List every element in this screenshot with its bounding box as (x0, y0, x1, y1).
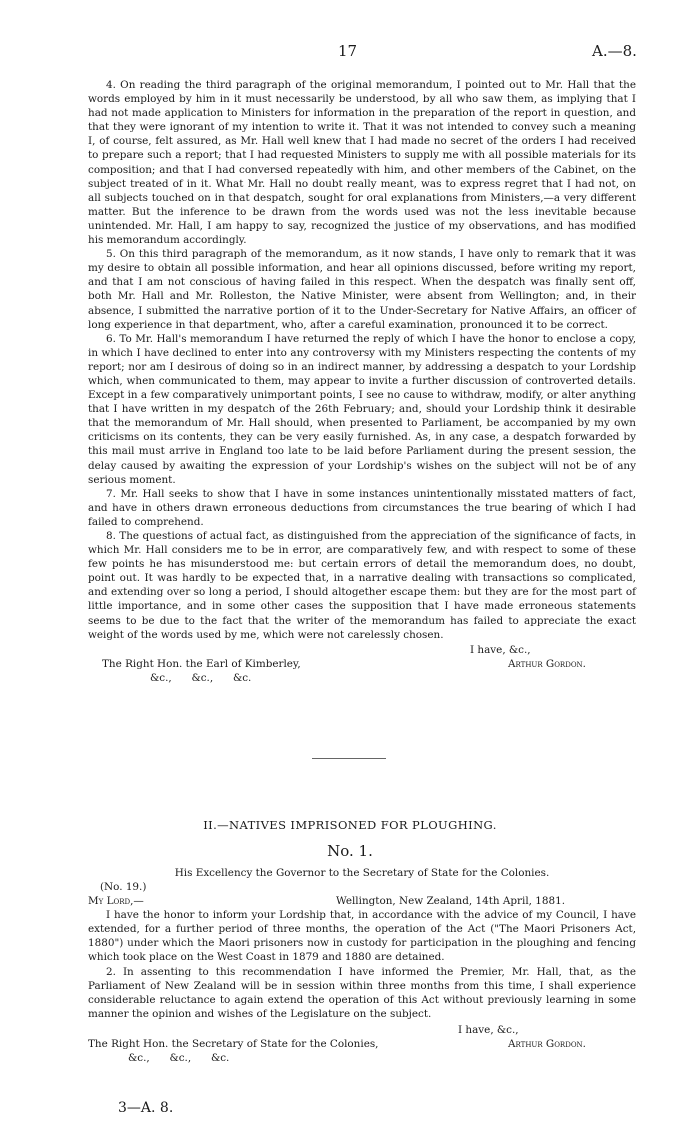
section-2-signature-block (88, 1021, 636, 1067)
signature: Arthur Gordon. (508, 657, 586, 670)
despatch-number: (No. 19.) (100, 881, 147, 894)
paragraph-6: 6. To Mr. Hall's memorandum I have returned the reply of which I have the honor to enclose a copy, in which I have declined to enter into any controversy with my Ministers respecting the contents of my report; nor am I desirous of doing so in an indirect manner, by addressing a despatch to your Lordship which, when communicated to them, may appear to invite a further discussion of controverted details. Except in a few comparatively unimportant points, I see no cause to withdraw, modify, or alter anything that I have written in my despatch of the 26th February; and, should your Lordship think it desirable that the memorandum of Mr. Hall should, when presented to Parliament, be accompanied by my own criticisms on its contents, they can be very easily furnished. As, in any case, a despatch forwarded by this mail must arrive in England too late to be laid before Parliament during the present session, the delay caused by awaiting the expression of your Lordship's wishes on the subject will not be of any serious moment. (88, 332, 636, 486)
section-2-body (88, 866, 636, 1067)
etc-line: &c., &c., &c. (150, 671, 252, 684)
signature-mark: 3—A. 8. (118, 1100, 174, 1116)
addressee: The Right Hon. the Earl of Kimberley, (102, 657, 301, 670)
place-date: Wellington, New Zealand, 14th April, 1881. (336, 895, 566, 908)
section-2-paragraph-1: I have the honor to inform your Lordship that, in accordance with the advice of my Council, I have extended, for a further period of three months, the operation of the Act ("The Maori Prisoners Act, 1880") under which the Maori prisoners now in custody for participation in the ploughing and fencing which took place on the West Coast in 1879 and 1880 are detained. (88, 909, 636, 964)
paragraph-7: 7. Mr. Hall seeks to show that I have in some instances unintentionally misstated matters of fact, and have in others drawn erroneous deductions from circumstances the true bearing of which I had failed to comprehend. (88, 487, 636, 528)
despatch-body (88, 78, 636, 698)
paragraph-8: 8. The questions of actual fact, as distinguished from the appreciation of the significance of facts, in which Mr. Hall considers me to be in error, are comparatively few, and with respect to some of these few points he has misunderstood me: but certain errors of detail the memorandum does, no doubt, point out. It was hardly to be expected that, in a narrative dealing with transactions so complicated, and extending over so long a period, I should altogether escape them: but they are for the most part of little importance, and in some other cases the supposition that I have made erroneous statements seems to be due to the fact that the writer of the memorandum has failed to appreciate the exact weight of the words used by me, which were not carelessly chosen. (88, 530, 636, 641)
number-heading: No. 1. (327, 842, 373, 860)
section-title: II.—NATIVES IMPRISONED FOR PLOUGHING. (203, 818, 497, 832)
section-2-etc-line: &c., &c., &c. (128, 1051, 230, 1064)
salutation: My Lord,— (88, 895, 144, 908)
closing: I have, &c., (470, 643, 531, 656)
from-to-line: His Excellency the Governor to the Secretary of State for the Colonies. (174, 867, 550, 879)
section-2-paragraph-2: 2. In assenting to this recommendation I have informed the Premier, Mr. Hall, that, as the Parliament of New Zealand will be in session within three months from this time, I shall experience considerable reluctance to again extend the operation of this Act without previously learning in some manner the opinion and wishes of the Legislature on the subject. (88, 965, 636, 1020)
paragraph-5: 5. On this third paragraph of the memorandum, as it now stands, I have only to remark that it was my desire to obtain all possible information, and hear all opinions discussed, before writing my report, and that I am not conscious of having failed in this respect. When the despatch was finally sent off, both Mr. Hall and Mr. Rolleston, the Native Minister, were absent from Wellington; and, in their absence, I submitted the narrative portion of it to the Under-Secretary for Native Affairs, an officer of long experience in that department, who, after a careful examination, pronounced it to be correct. (88, 248, 636, 331)
paragraph-4: 4. On reading the third paragraph of the original memorandum, I pointed out to Mr. Hall that the words employed by him in it must necessarily be understood, by all who saw them, as implying that I had not made application to Ministers for information in the preparation of the report in question, and that they were ignorant of my intention to write it. That it was not intended to convey such a meaning I, of course, felt assured, as Mr. Hall well knew that I had made no secret of the orders I had received to prepare such a report; that I had requested Ministers to supply me with all possible materials for its composition; and that I had conversed repeatedly with him, and other members of the Cabinet, on the subject treated of in it. What Mr. Hall no doubt really meant, was to express regret that I had not, on all subjects touched on in that despatch, sought for oral explanations from Ministers,—a very different matter. But the inference to be drawn from the words used was not the less inevitable because unintended. Mr. Hall, I am happy to say, recognized the justice of my observations, and has modified his memorandum accordingly. (88, 79, 636, 247)
section-2-addressee: The Right Hon. the Secretary of State for the Colonies, (88, 1037, 379, 1050)
signature-block (88, 642, 636, 698)
section-divider (312, 758, 386, 759)
section-2-signature: Arthur Gordon. (508, 1037, 586, 1050)
page-number: 17 (338, 42, 358, 60)
document-reference: A.—8. (592, 42, 637, 60)
section-2-closing: I have, &c., (458, 1023, 519, 1036)
